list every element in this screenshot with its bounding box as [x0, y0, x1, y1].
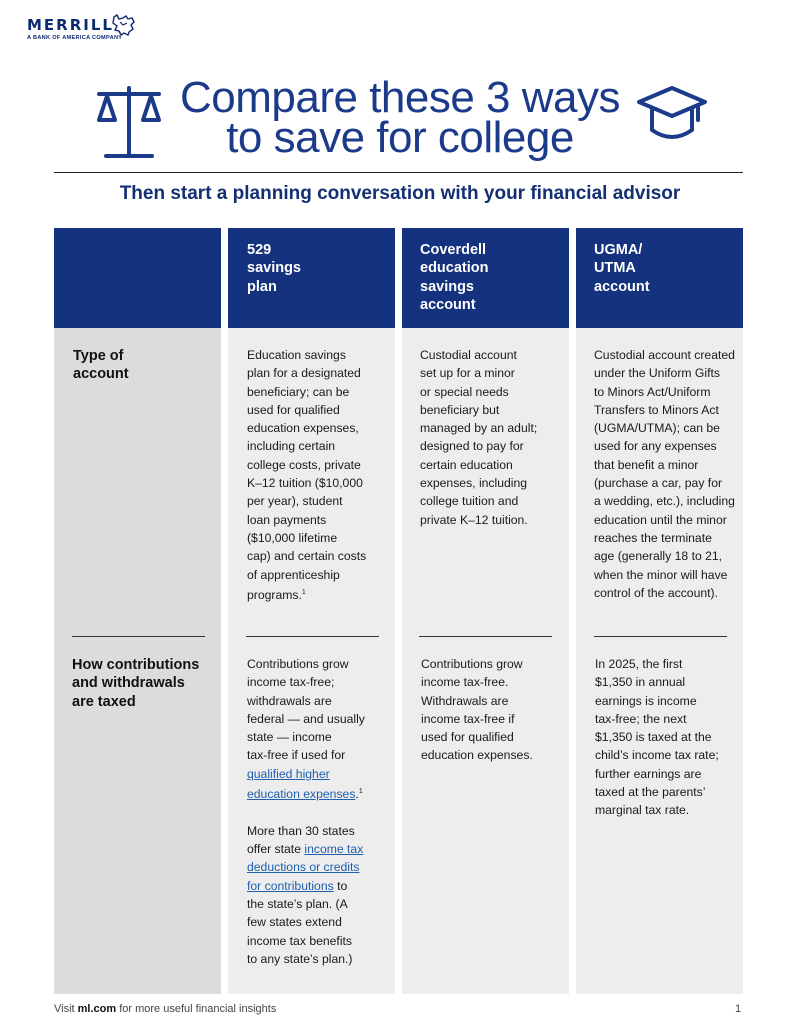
cell-line: education expenses,	[247, 421, 359, 436]
cell-line: managed by an adult;	[420, 421, 538, 436]
cell-line: Custodial account	[420, 348, 517, 362]
cell-line: More than 30 states	[247, 823, 355, 838]
header-line: plan	[247, 278, 277, 295]
state-deductions-link[interactable]: income tax	[304, 842, 364, 857]
cell-line: Withdrawals are	[421, 693, 509, 708]
label-line: How contributions	[72, 657, 200, 673]
row-divider	[72, 636, 205, 637]
balance-scale-icon	[94, 82, 164, 160]
header-line: 529	[247, 242, 272, 258]
label-column-bg	[54, 228, 221, 994]
cell-line: when the minor will have	[594, 567, 728, 582]
cell-line: $1,350 in annual	[595, 675, 686, 690]
cell-coverdell-type	[420, 346, 537, 529]
cell-line: cap) and certain costs	[247, 549, 367, 564]
row-label-taxation	[72, 656, 199, 711]
cell-line: designed to pay for	[420, 439, 524, 454]
brand-tagline: A BANK OF AMERICA COMPANY	[27, 35, 123, 41]
cell-line: certain education	[420, 457, 513, 472]
cell-line: marginal tax rate.	[595, 803, 690, 818]
label-line: and withdrawals	[72, 675, 185, 692]
cell-text: offer state	[247, 842, 305, 857]
cell-line: plan for a designated	[247, 366, 361, 381]
qualified-expenses-link-cont[interactable]: education expenses	[247, 787, 356, 802]
cell-line: ($10,000 lifetime	[247, 530, 338, 545]
cell-line: control of the account).	[594, 585, 718, 600]
cell-line: per year), student	[247, 494, 343, 509]
brand-name: MERRILL	[27, 16, 114, 34]
header-blank-cell	[54, 228, 221, 328]
row-divider	[594, 636, 727, 637]
page-subtitle: Then start a planning conversation with your financial advisor	[119, 183, 681, 204]
cell-line: earnings is income	[595, 693, 697, 708]
merrill-logo[interactable]	[27, 16, 122, 41]
cell-line: used for any expenses	[594, 439, 717, 454]
cell-line	[247, 765, 365, 783]
footer-prefix: Visit	[54, 1003, 78, 1015]
cell-line: to any state’s plan.)	[247, 951, 353, 966]
cell-ugma-tax	[595, 655, 719, 820]
cell-line: under the Uniform Gifts	[594, 366, 720, 381]
footer-suffix: for more useful financial insights	[116, 1003, 277, 1015]
page-number: 1	[735, 1003, 742, 1015]
title-divider	[54, 172, 743, 173]
cell-line: taxed at the parents’	[595, 785, 706, 800]
cell-line: used for qualified	[247, 402, 340, 417]
row-label-type-of-account	[73, 347, 129, 384]
cell-ugma-type	[594, 346, 735, 602]
state-deductions-link-cont[interactable]: deductions or credits	[247, 860, 360, 875]
cell-line: the state’s plan. (A	[247, 896, 348, 911]
cell-line: Education savings	[247, 348, 346, 362]
footnote-marker: 1	[301, 588, 306, 596]
cell-line: In 2025, the first	[595, 657, 683, 671]
cell-line: used for qualified	[421, 730, 514, 745]
cell-line: college costs, private	[247, 457, 361, 472]
header-ugma-text	[594, 241, 650, 296]
cell-line: loan payments	[247, 512, 327, 527]
cell-line: withdrawals are	[247, 693, 332, 708]
title-line-2: to save for college	[226, 113, 574, 162]
cell-line: tax-free; the next	[595, 711, 687, 726]
cell-line: federal — and usually	[247, 711, 365, 726]
cell-line: to Minors Act/Uniform	[594, 384, 711, 399]
header-line: UGMA/	[594, 242, 643, 258]
cell-spacer	[247, 803, 365, 821]
cell-line: Contributions grow	[247, 657, 349, 671]
footer	[54, 1003, 276, 1015]
row-divider	[246, 636, 379, 637]
cell-line: tax-free if used for	[247, 748, 346, 763]
cell-529-type	[247, 346, 366, 604]
row-divider	[419, 636, 552, 637]
cell-line: education until the minor	[594, 512, 727, 527]
cell-line: of apprenticeship	[247, 567, 340, 582]
cell-line: private K–12 tuition.	[420, 512, 528, 527]
cell-line: income tax benefits	[247, 933, 353, 948]
cell-line	[247, 840, 365, 858]
cell-line: expenses, including	[420, 476, 528, 491]
bull-logo-icon	[111, 13, 137, 37]
cell-line: income tax-free if	[421, 711, 515, 726]
cell-line: few states extend	[247, 915, 342, 930]
cell-line: or special needs	[420, 384, 509, 399]
cell-line	[247, 584, 366, 604]
cell-line: child’s income tax rate;	[595, 748, 719, 763]
label-line: are taxed	[72, 693, 136, 710]
header-line: account	[420, 296, 476, 313]
cell-line	[247, 858, 365, 876]
label-line: Type of	[73, 348, 124, 364]
cell-line: income tax-free.	[421, 675, 509, 690]
cell-line: Transfers to Minors Act	[594, 402, 719, 417]
state-deductions-link-cont[interactable]: for contributions	[247, 878, 334, 893]
cell-line: Contributions grow	[421, 657, 523, 671]
footer-site-link[interactable]: ml.com	[77, 1003, 117, 1015]
cell-coverdell-tax	[421, 655, 533, 765]
cell-line: (purchase a car, pay for	[594, 476, 723, 491]
header-line: savings	[247, 260, 301, 277]
cell-line: income tax-free;	[247, 675, 335, 690]
footnote-marker: 1	[358, 788, 363, 796]
header-line: account	[594, 278, 650, 295]
cell-line: Custodial account created	[594, 348, 735, 362]
cell-line	[247, 783, 365, 803]
cell-line: $1,350 is taxed at the	[595, 730, 712, 745]
cell-line: reaches the terminate	[594, 530, 712, 545]
column-ugma-bg	[576, 228, 743, 994]
cell-line: a wedding, etc.), including	[594, 494, 735, 509]
cell-line: beneficiary; can be	[247, 384, 350, 399]
cell-line: (UGMA/UTMA); can be	[594, 421, 720, 436]
title-line-1: Compare these 3 ways	[180, 73, 620, 122]
header-line: savings	[420, 278, 474, 295]
cell-line: further earnings are	[595, 766, 702, 781]
cell-text: programs.	[247, 587, 302, 602]
column-coverdell-bg	[402, 228, 569, 994]
cell-line: that benefit a minor	[594, 457, 699, 472]
cell-text: to	[333, 878, 348, 893]
cell-line: including certain	[247, 439, 336, 454]
cell-line: age (generally 18 to 21,	[594, 549, 723, 564]
cell-line: education expenses.	[421, 748, 533, 763]
header-line: Coverdell	[420, 242, 487, 258]
page-title	[160, 73, 640, 162]
cell-line: college tuition and	[420, 494, 519, 509]
period: .	[355, 787, 359, 802]
header-529-text	[247, 241, 301, 296]
cell-529-tax	[247, 655, 365, 968]
header-line: education	[420, 260, 489, 277]
cell-line: K–12 tuition ($10,000	[247, 476, 363, 491]
cell-line: set up for a minor	[420, 366, 515, 381]
cell-line: state — income	[247, 730, 332, 745]
cell-line	[247, 877, 365, 895]
header-coverdell-text	[420, 241, 488, 314]
header-line: UTMA	[594, 260, 636, 277]
cell-line: beneficiary but	[420, 402, 500, 417]
graduation-cap-icon	[636, 82, 708, 146]
qualified-expenses-link[interactable]: qualified higher	[247, 766, 330, 781]
label-line: account	[73, 366, 129, 383]
